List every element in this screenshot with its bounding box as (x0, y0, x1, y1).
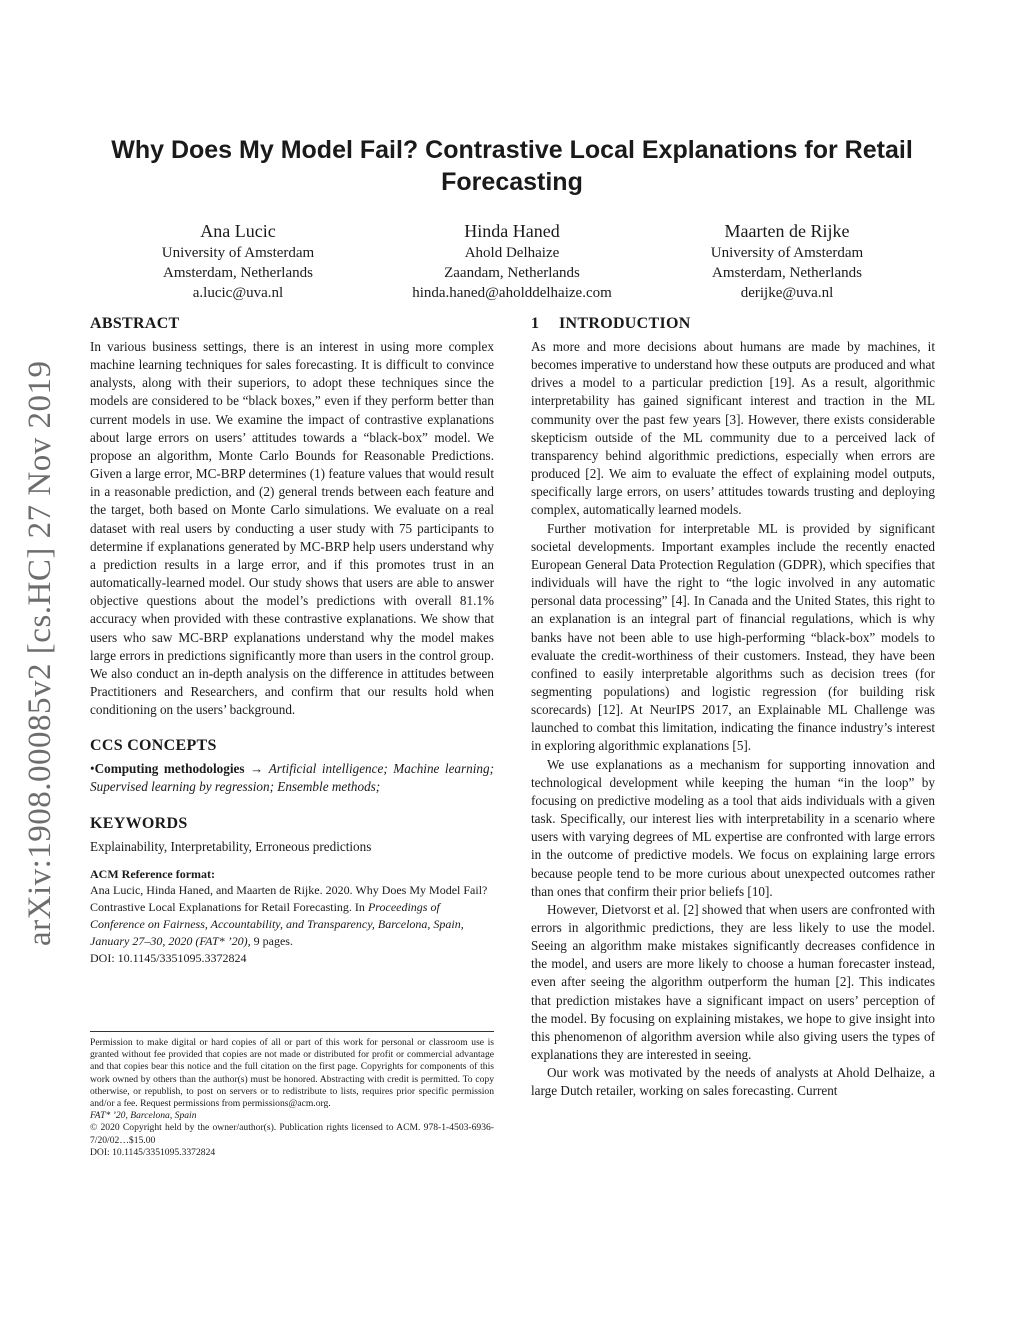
intro-paragraph: Our work was motivated by the needs of analysts at Ahold Delhaize, a large Dutch retailer, working on sales forecasting. Current (531, 1065, 935, 1099)
keywords-text: Explainability, Interpretability, Erroneous predictions (90, 838, 372, 854)
permission-doi: DOI: 10.1145/3351095.3372824 (90, 1146, 216, 1158)
acm-reference-heading: ACM Reference format: (90, 866, 216, 881)
ccs-concepts (90, 760, 494, 796)
paper-title: Why Does My Model Fail? Contrastive Local Explanations for Retail Forecasting (111, 136, 913, 196)
author-name: Hinda Haned (464, 221, 560, 241)
acm-reference-venue: Proceedings of Conference on Fairness, Accountability, and Transparency, Barcelona, Spain, January 27–30, 2020 (FAT* ’20), (90, 899, 464, 948)
abstract-heading: ABSTRACT (90, 315, 180, 332)
author-location: Amsterdam, Netherlands (712, 265, 862, 281)
ccs-arrow: → (244, 761, 269, 777)
section-title: INTRODUCTION (559, 315, 691, 332)
ccs-bullet: • (90, 761, 95, 777)
author-location: Zaandam, Netherlands (444, 265, 580, 281)
intro-paragraph: We use explanations as a mechanism for supporting innovation and technological development while keeping the human “in the loop” by focusing on predictive modeling as a tool that aids individuals with a given task. Specifically, our interest lies with interpretability in a scenario where users with varying degrees of ML expertise are confronted with large errors in the outcome of predictive models. We focus on explaining large errors because people tend to be more curious about unexpected outcomes rather than ones that confirm their prior beliefs [10]. (531, 756, 935, 899)
introduction-heading (531, 313, 935, 335)
author-name: Ana Lucic (200, 221, 276, 241)
author-location: Amsterdam, Netherlands (163, 265, 313, 281)
abstract-text: In various business settings, there is an interest in using more complex machine learning techniques for sales forecasting. It is difficult to convince analysts, along with their superiors, to adopt these techniques since the models are considered to be “black boxes,” even if they perform better than current models in use. We examine the impact of contrastive explanations about large errors on users’ attitudes towards a “black-box” model. We propose an algorithm, Monte Carlo Bounds for Reasonable Predictions. Given a large error, MC-BRP determines (1) feature values that would result in a reasonable prediction, and (2) general trends between each feature and the target, both based on Monte Carlo simulations. We evaluate on a real dataset with real users by conducting a user study with 75 participants to determine if explanations generated by MC-BRP help users understand why a prediction results in a large error, and if this promotes trust in an automatically-learned model. Our study shows that users are able to answer objective questions about the model’s predictions with overall 81.1% accuracy when provided with these contrastive explanations. We show that users who saw MC-BRP explanations understand why the model makes large errors in predictions significantly more than users in the control group. We also conduct an in-depth analysis on the difference in attitudes between Practitioners and Researchers, and confirm that our results hold when conditioning on the users’ background. (90, 339, 494, 718)
author-email: derijke@uva.nl (740, 285, 834, 301)
acm-reference-pages: 9 pages. (250, 933, 293, 948)
ccs-category: Computing methodologies (94, 761, 245, 777)
keywords-heading: KEYWORDS (90, 814, 188, 832)
author-block (362, 219, 662, 303)
author-affiliation: University of Amsterdam (710, 245, 864, 261)
author-email: a.lucic@uva.nl (192, 285, 284, 301)
author-email: hinda.haned@aholddelhaize.com (412, 285, 612, 301)
ccs-heading: CCS CONCEPTS (90, 737, 217, 755)
permission-copyright: © 2020 Copyright held by the owner/author(s). Publication rights licensed to ACM. 978-1-4503-6936-7/20/02…$15.00 (90, 1122, 494, 1146)
intro-paragraph: As more and more decisions about humans are made by machines, it becomes imperative to understand how these outputs are produced and what drives a model to a particular prediction [19]. As a result, algorithmic interpretability has gained significant interest and traction in the ML community over the past few years [3]. However, there exists considerable skepticism outside of the ML community due to a perceived lack of transparency behind algorithmic predictions, especially when errors are produced [2]. We aim to evaluate the effect of explaining model outputs, specifically large errors, on users’ attitudes towards trusting and deploying complex, automatically learned models. (531, 339, 935, 518)
section-number: 1 (531, 315, 540, 332)
right-column (531, 313, 935, 1101)
author-block (637, 219, 937, 303)
arxiv-identifier: arXiv:1908.00085v2 [cs.HC] 27 Nov 2019 (22, 360, 58, 946)
author-affiliation: University of Amsterdam (161, 245, 315, 261)
author-affiliation: Ahold Delhaize (464, 245, 560, 261)
intro-paragraph: Further motivation for interpretable ML is provided by significant societal developments. Important examples include the recently enacted European General Data Protection Regulation (GDPR), which specifies that individuals will have the right to “the logic involved in any automatic personal data processing” [4]. In Canada and the United States, this right to an explanation is an integral part of financial regulations, which is why banks have not been able to use high-performing “black-box” models to evaluate the credit-worthiness of their customers. Instead, they have been confined to easily interpretable algorithms such as decision trees (for segmenting populations) and logistic regression (for building risk scorecards) [12]. At NeurIPS 2017, an Explainable ML Challenge was launched to combat this limitation, indicating the finance industry’s interest in exploring algorithmic explanations [5]. (531, 520, 935, 754)
ccs-subjects: Artificial intelligence; Machine learning; Supervised learning by regression; Ensemble methods; (90, 761, 494, 795)
acm-reference-doi: DOI: 10.1145/3351095.3372824 (90, 950, 247, 965)
author-block (88, 219, 388, 303)
permission-notice (90, 1037, 494, 1159)
acm-reference-authors: Ana Lucic, Hinda Haned, and Maarten de Rijke. 2020. Why Does My Model Fail? Contrastive Local Explanations for Retail Forecasting. In (90, 882, 488, 914)
acm-reference-text (90, 882, 494, 950)
left-column (90, 313, 494, 967)
author-name: Maarten de Rijke (724, 221, 850, 241)
permission-venue: FAT* ’20, Barcelona, Spain (90, 1110, 197, 1122)
intro-paragraph: However, Dietvorst et al. [2] showed that when users are confronted with errors in algorithmic predictions, they are less likely to use the model. Seeing an algorithm make mistakes significantly decreases confidence in the model, and users are more likely to choose a human forecaster instead, even after seeing the algorithm outperform the human [2]. This indicates that prediction mistakes have a significant impact on users’ perception of the model. By focusing on explaining mistakes, we hope to give insight into this phenomenon of algorithm aversion while also giving users the types of explanations they are interested in seeing. (531, 901, 935, 1063)
footnote-divider (90, 1031, 494, 1032)
permission-text: Permission to make digital or hard copies of all or part of this work for personal or classroom use is granted without fee provided that copies are not made or distributed for profit or commercial advantage and that copies bear this notice and the full citation on the first page. Copyrights for components of this work owned by others than the author(s) must be honored. Abstracting with credit is permitted. To copy otherwise, or republish, to post on servers or to redistribute to lists, requires prior specific permission and/or a fee. Request permissions from permissions@acm.org. (90, 1037, 494, 1110)
